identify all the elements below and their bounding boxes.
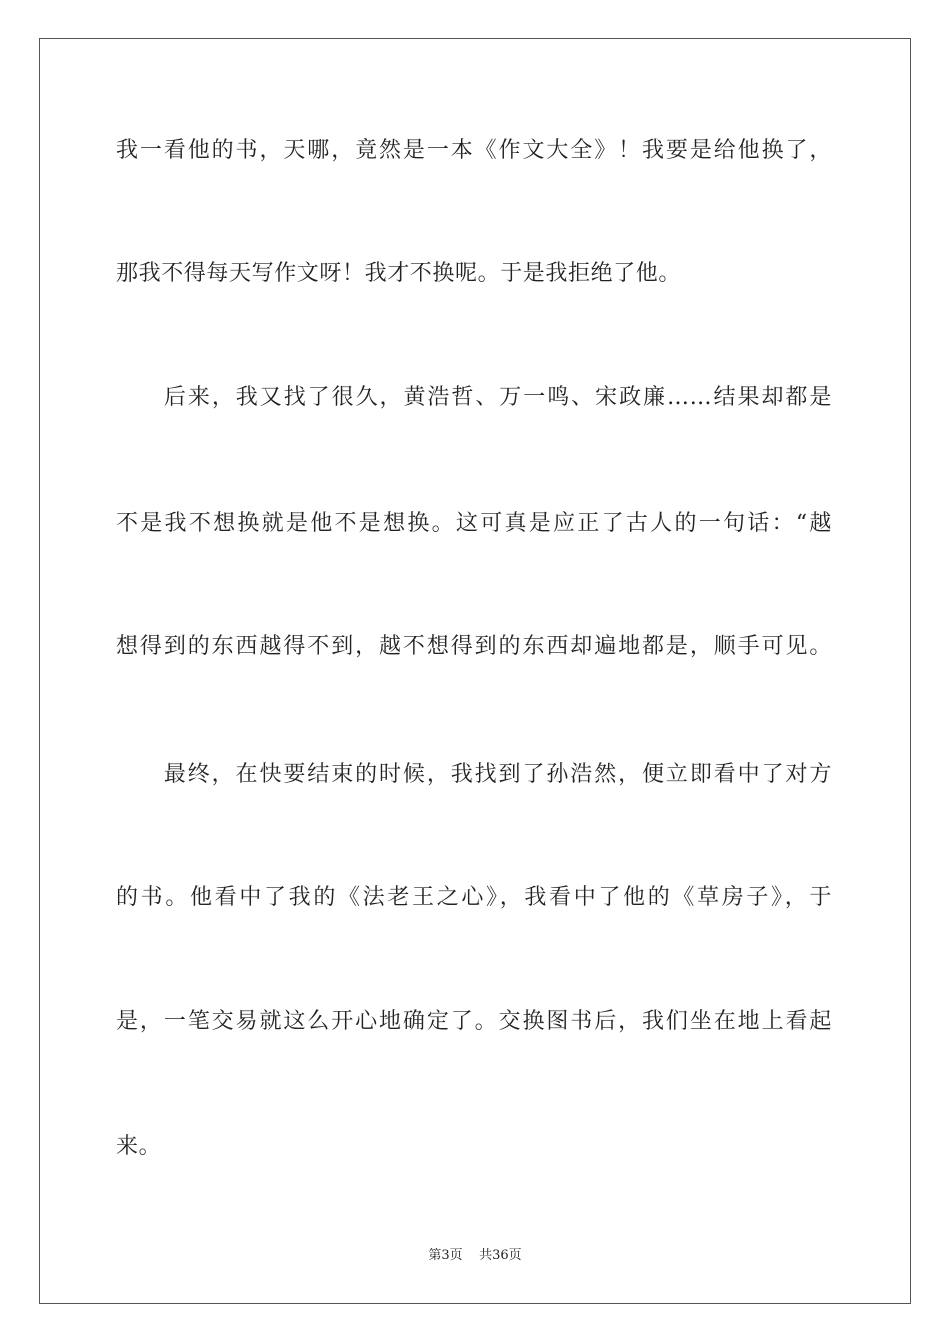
text-line: 我一看他的书，天哪，竟然是一本《作文大全》！我要是给他换了， — [116, 138, 832, 163]
page-footer — [0, 1247, 950, 1265]
text-line: 来。 — [116, 1134, 162, 1159]
total-pages: 共36页 — [479, 1248, 522, 1263]
text-line: 想得到的东西越得不到，越不想得到的东西却遍地都是，顺手可见。 — [116, 634, 832, 659]
text-line: 那我不得每天写作文呀！我才不换呢。于是我拒绝了他。 — [116, 261, 682, 286]
text-line: 后来，我又找了很久，黄浩哲、万一鸣、宋政廉……结果却都是 — [116, 385, 832, 410]
text-line: 的书。他看中了我的《法老王之心》，我看中了他的《草房子》，于 — [116, 885, 832, 910]
text-line: 最终，在快要结束的时候，我找到了孙浩然，便立即看中了对方 — [116, 762, 832, 787]
text-line: 不是我不想换就是他不是想换。这可真是应正了古人的一句话：“越 — [116, 511, 832, 536]
page-border — [39, 38, 911, 1304]
text-line: 是，一笔交易就这么开心地确定了。交换图书后，我们坐在地上看起 — [116, 1009, 832, 1034]
page-number: 第3页 — [428, 1248, 463, 1263]
